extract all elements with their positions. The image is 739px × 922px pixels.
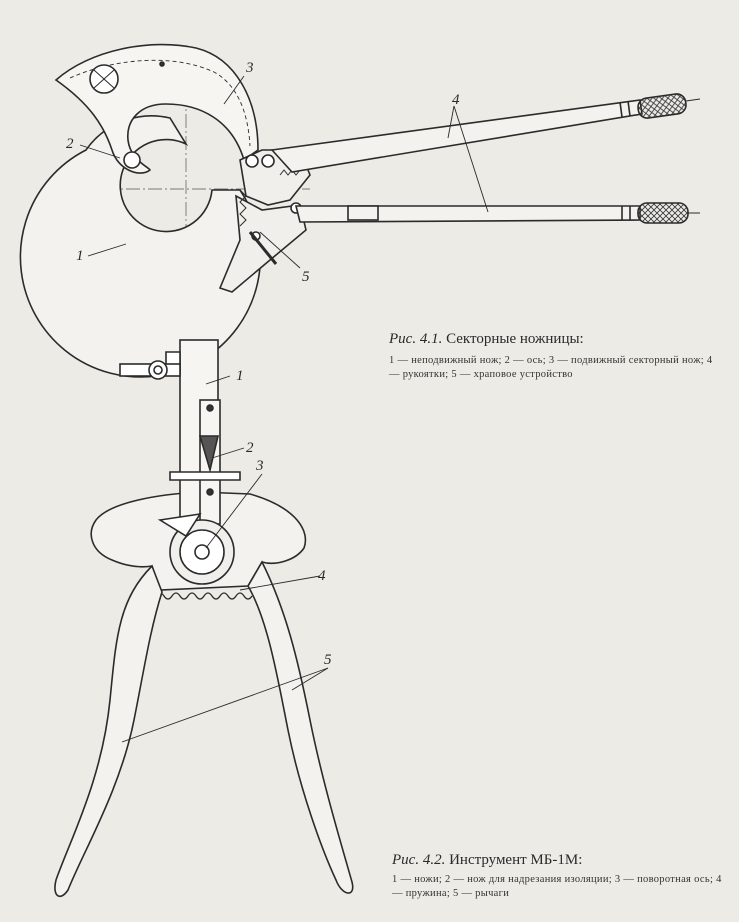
fig1-callout-5: 5 <box>302 269 310 285</box>
figure-4-2-legend: 1 — ножи; 2 — нож для надрезания изоляции; 3 — поворотная ось; 4 — пружина; 5 — рычаги <box>392 874 722 900</box>
figure-4-1-legend: 1 — неподвижный нож; 2 — ось; 3 — подвижный секторный нож; 4 — рукоятки; 5 — храповое устройство <box>389 355 713 381</box>
fig1-callout-3: 3 <box>246 60 254 76</box>
figure-4-1-label: Рис. 4.1. <box>389 331 443 347</box>
fig1-callout-1: 1 <box>76 248 84 264</box>
fig2-callout-4: 4 <box>318 568 326 584</box>
figure-4-2-caption <box>392 851 582 869</box>
fig1-callout-2: 2 <box>66 136 74 152</box>
figure-4-2-label: Рис. 4.2. <box>392 852 446 868</box>
fig1-callout-4: 4 <box>452 92 460 108</box>
fig2-callout-1: 1 <box>236 368 244 384</box>
mb1m-tool-drawing <box>55 340 353 896</box>
figure-4-1-title: Секторные ножницы: <box>446 331 584 347</box>
fig2-callout-5: 5 <box>324 652 332 668</box>
figure-4-1-caption <box>389 330 584 348</box>
fixed-knife-part <box>20 116 260 377</box>
figure-4-2-title: Инструмент МБ-1М: <box>449 852 583 868</box>
fig2-callout-3: 3 <box>256 458 264 474</box>
fig2-callout-2: 2 <box>246 440 254 456</box>
sector-shears-drawing <box>20 45 700 377</box>
